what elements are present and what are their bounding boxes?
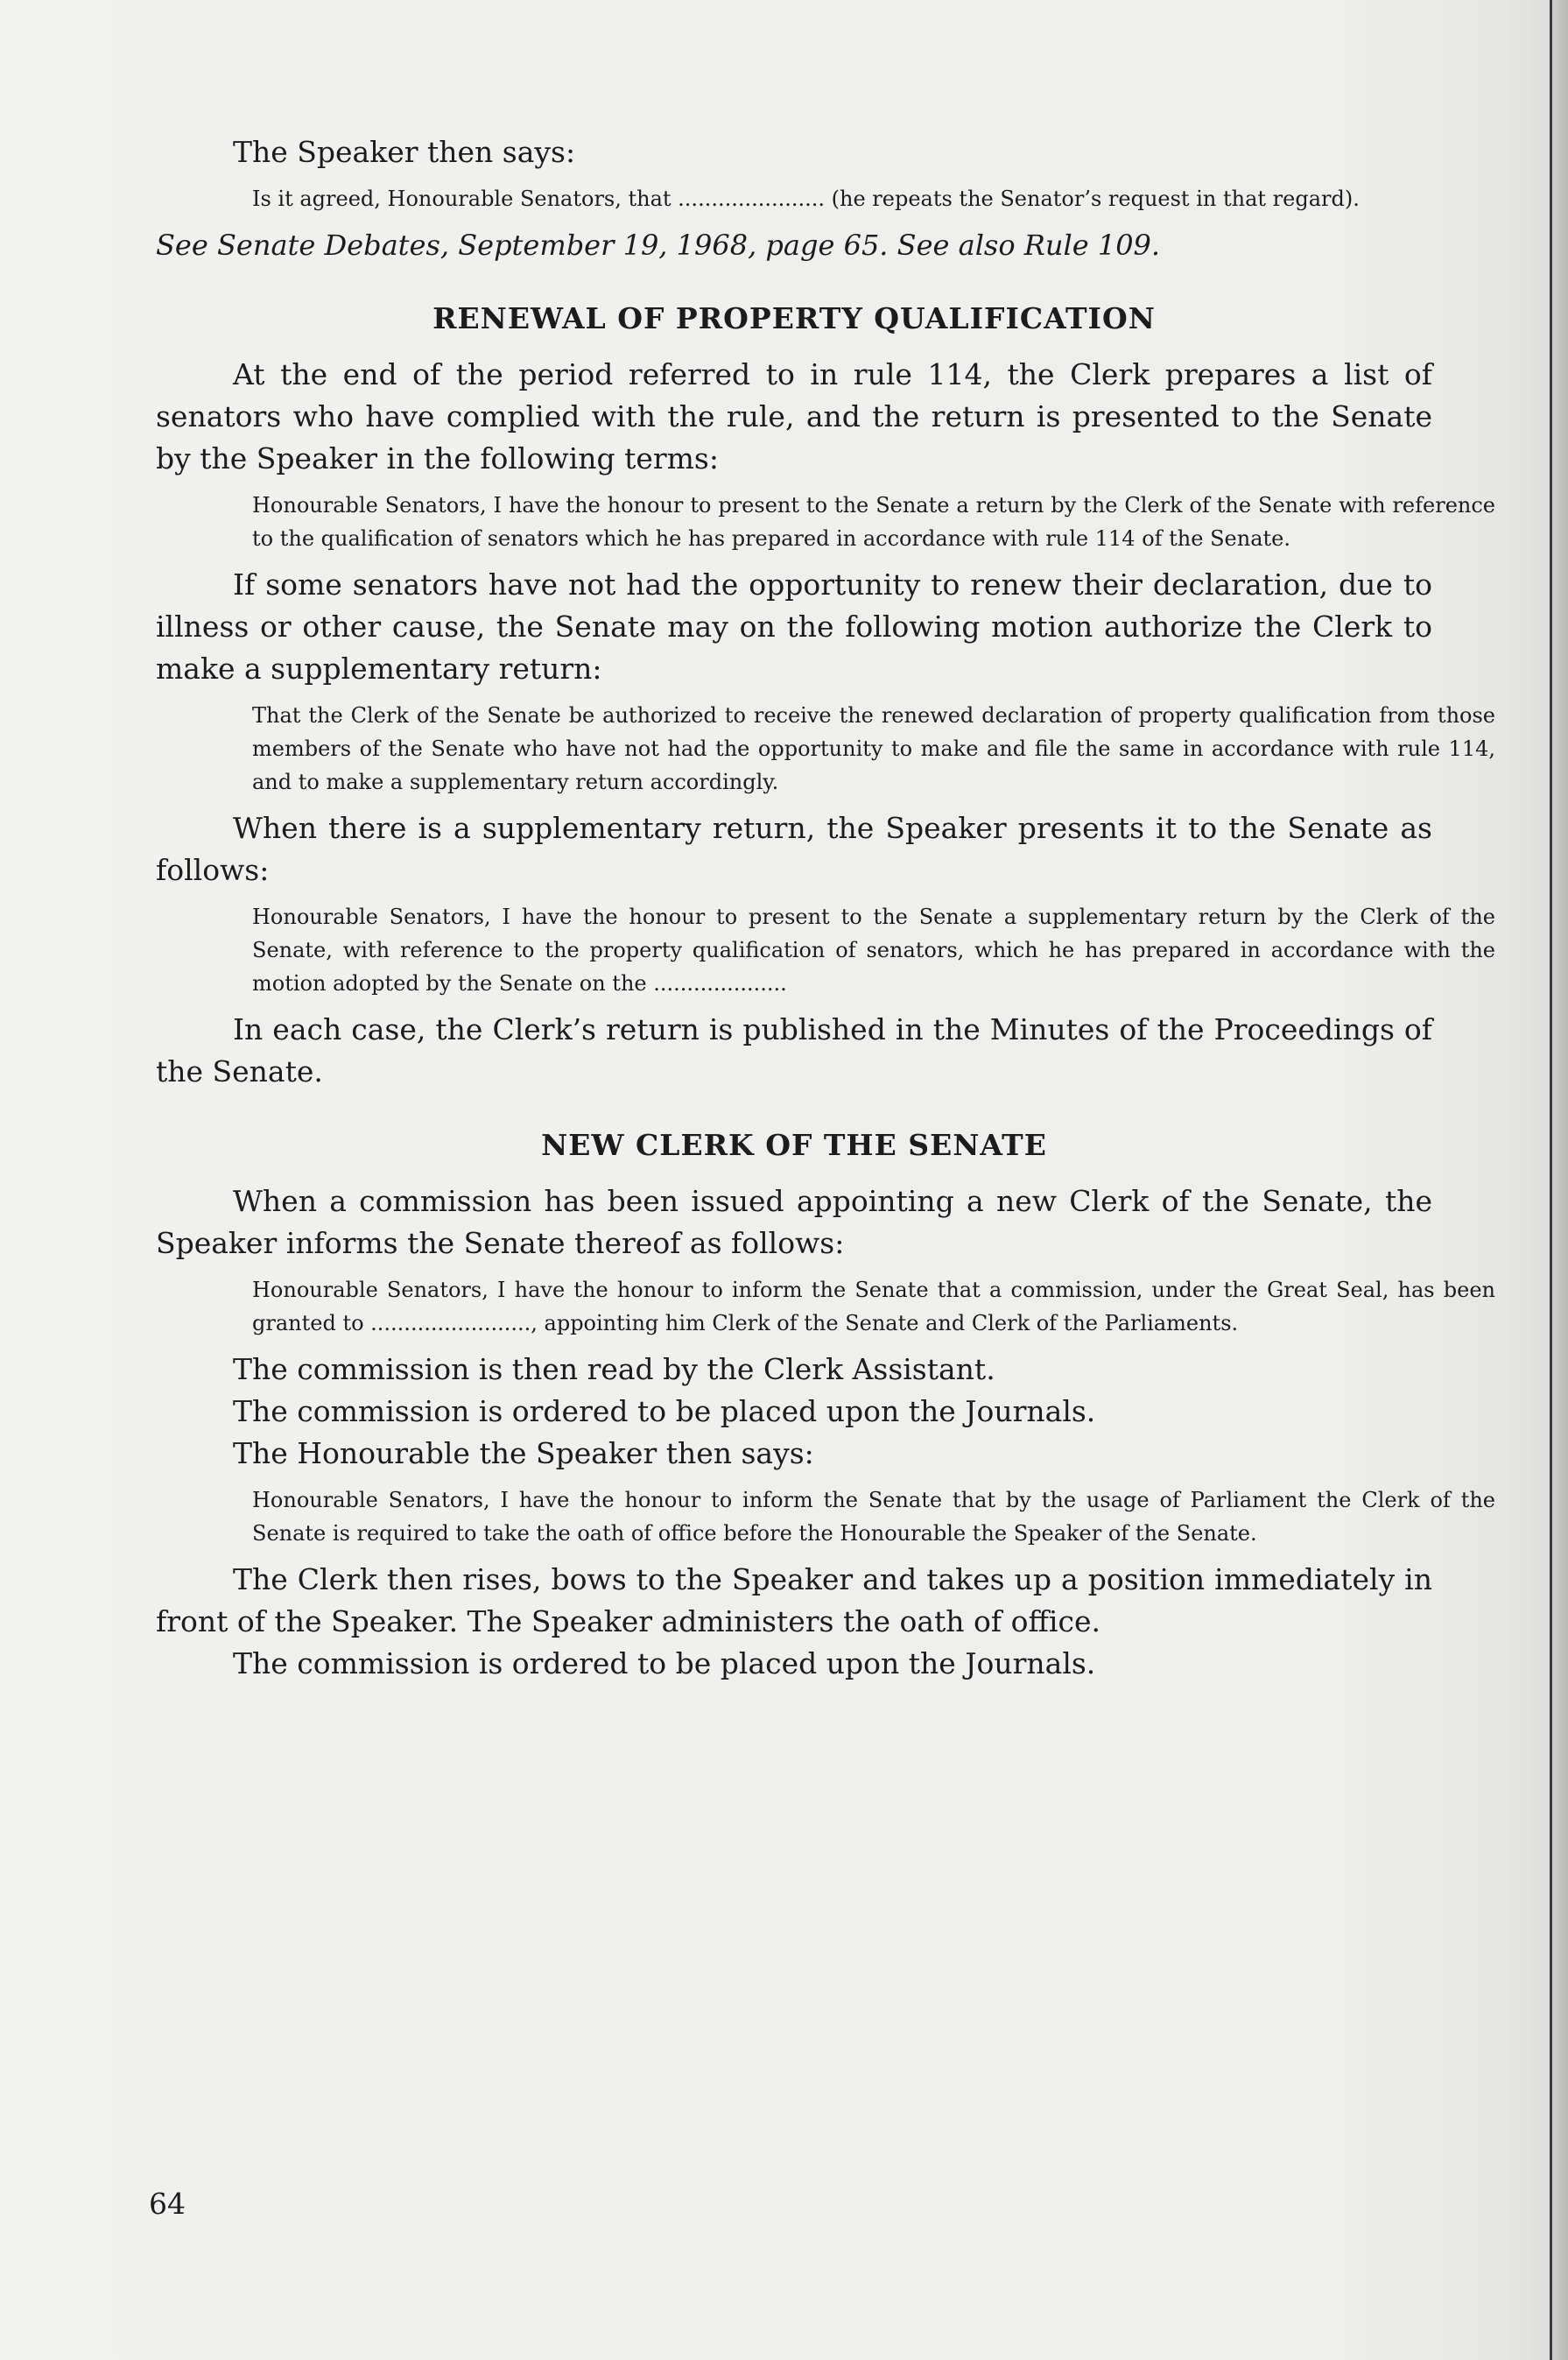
quoted-text: Honourable Senators, I have the honour to present to the Senate a supplementary return by the Clerk of the Senate, with reference to the property qualification of senators, which he has prepared in accordance with the motion adopted by the Senate on the .................... bbox=[252, 905, 1495, 996]
paragraph: In each case, the Clerk’s return is published in the Minutes of the Proceedings of the Senate. bbox=[156, 1012, 1432, 1088]
paragraph: When there is a supplementary return, the Speaker presents it to the Senate as follows: bbox=[156, 811, 1432, 887]
quoted-text: Honourable Senators, I have the honour to inform the Senate that a commission, under the Great Seal, has been granted to ........................, appointing him Clerk of the Senate and Clerk of the Parliaments. bbox=[252, 1278, 1495, 1335]
paragraph: The Honourable the Speaker then says: bbox=[233, 1436, 814, 1470]
binding-edge bbox=[1550, 0, 1552, 2360]
paragraph: The Clerk then rises, bows to the Speaker and takes up a position immediately in front of the Speaker. The Speaker administers the oath of office. bbox=[156, 1562, 1432, 1638]
paragraph: The Speaker then says: bbox=[233, 135, 576, 169]
quoted-text: Is it agreed, Honourable Senators, that ...................... (he repeats the Senator’s request in that regard). bbox=[252, 187, 1360, 211]
section-heading: NEW CLERK OF THE SENATE bbox=[541, 1128, 1047, 1162]
page-content bbox=[156, 131, 1495, 1685]
quoted-text: Honourable Senators, I have the honour to present to the Senate a return by the Clerk of the Senate with reference to the qualification of senators which he has prepared in accordance with rule 114 of the Senate. bbox=[252, 493, 1495, 551]
paragraph: When a commission has been issued appointing a new Clerk of the Senate, the Speaker informs the Senate thereof as follows: bbox=[156, 1184, 1432, 1260]
section-heading: RENEWAL OF PROPERTY QUALIFICATION bbox=[432, 301, 1156, 335]
page-number: 64 bbox=[149, 2187, 186, 2221]
binding-shadow bbox=[1552, 0, 1568, 2360]
paragraph: If some senators have not had the opportunity to renew their declaration, due to illness or other cause, the Senate may on the following motion authorize the Clerk to make a supplementary return: bbox=[156, 567, 1432, 686]
reference-note: See Senate Debates, September 19, 1968, page 65. See also Rule 109. bbox=[156, 229, 1161, 262]
paragraph: The commission is then read by the Clerk Assistant. bbox=[233, 1352, 995, 1386]
quoted-text: Honourable Senators, I have the honour to inform the Senate that by the usage of Parliament the Clerk of the Senate is required to take the oath of office before the Honourable the Speaker of the Senate. bbox=[252, 1488, 1495, 1546]
paragraph: The commission is ordered to be placed upon the Journals. bbox=[233, 1646, 1096, 1680]
paragraph: The commission is ordered to be placed upon the Journals. bbox=[233, 1394, 1096, 1428]
quoted-text: That the Clerk of the Senate be authorized to receive the renewed declaration of property qualification from those members of the Senate who have not had the opportunity to make and file the same in accordance with rule 114, and to make a supplementary return accordingly. bbox=[252, 703, 1495, 794]
paragraph: At the end of the period referred to in rule 114, the Clerk prepares a list of senators who have complied with the rule, and the return is presented to the Senate by the Speaker in the following terms: bbox=[156, 357, 1432, 476]
